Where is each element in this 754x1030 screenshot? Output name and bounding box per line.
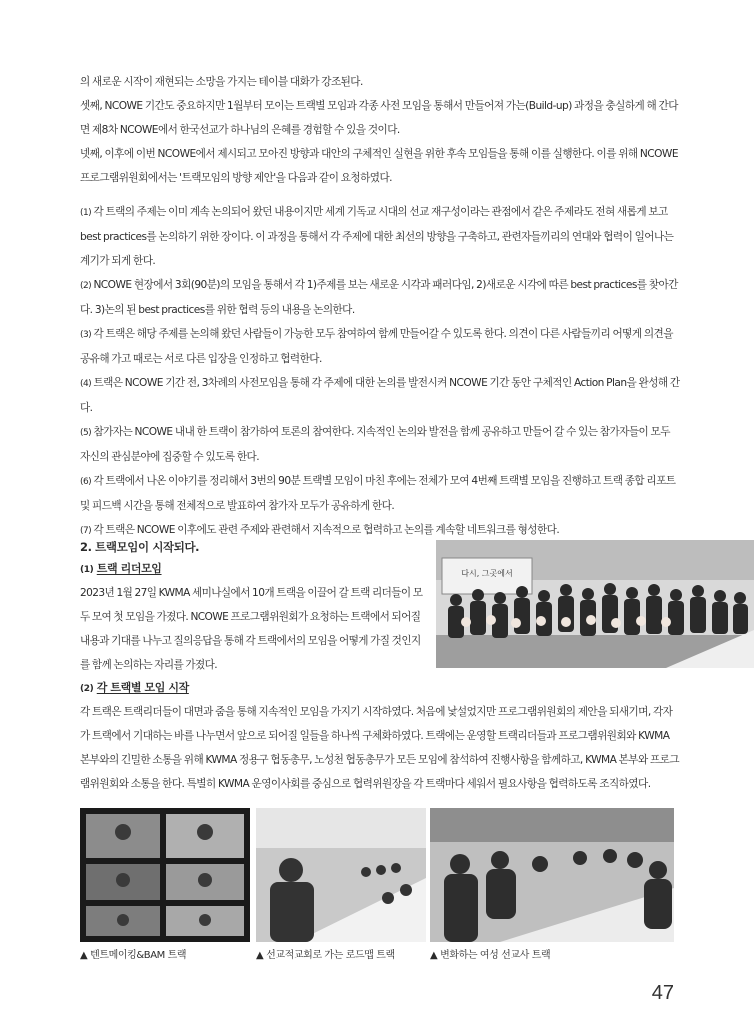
women-missionaries-photo [430,808,674,942]
list-item: (2) NCOWE 현장에서 3회(90분)의 모임을 통해서 각 1)주제를 보는 새로운 시각과 패러다임, 2)새로운 시각에 따른 best practices를 찾아간다. 3)논의 된 best practices를 위한 협력 등의 내용을 논의한다. [80,279,678,316]
subsection-body: 각 트랙은 트랙리더들이 대면과 줌을 통해 지속적인 모임을 가지기 시작하였다. 처음에 낯설었지만 프로그램위원회의 제안을 되새기며, 각자가 트랙에서 기대하는 바를 나누면서 앞으로 되어질 일들을 하나씩 구체화하였다. 트랙에는 운영할 트랙리더들과 프로그램위원회와 KWMA 본부와의 긴밀한 소통을 위해 KWMA 정용구 협동총무, 노성천 협동총무가 모든 모임에 참석하여 진행사항을 함께하고, KWMA 본부와 프로그램위원회와 소통을 한다. 특별히 KWMA 운영이사회를 중심으로 협력위원장을 각 트랙마다 세워서 필요사항을 협력하도록 조직하였다. [80,706,680,790]
section-heading: 2. 트랙모임이 시작되다. [80,540,200,554]
list-item: (5) 참가자는 NCOWE 내내 한 트랙이 참가하여 토론의 참여한다. 지속적인 논의와 발전을 함께 공유하고 만들어 갈 수 있는 참가자들이 모두 자신의 관심분야에 집중할 수 있도록 한다. [80,426,670,463]
photo-caption: ▲ 변화하는 여성 선교사 트랙 [430,950,551,961]
intro-paragraph: 넷째, 이후에 이번 NCOWE에서 제시되고 모아진 방향과 대안의 구체적인 실현을 위한 후속 모임들을 통해 이를 실행한다. 이를 위해 NCOWE 프로그램위원회에서는 '트랙모임의 방향 제안'을 다음과 같이 요청하였다. [80,148,678,184]
list-item: (3) 각 트랙은 해당 주제를 논의해 왔던 사람들이 가능한 모두 참여하여 함께 만들어갈 수 있도록 한다. 의견이 다른 사람들끼리 어떻게 의견을 공유해 가고 때로는 서로 다른 입장을 인정하고 협력한다. [80,328,673,365]
intro-paragraph: 셋째, NCOWE 기간도 중요하지만 1월부터 모이는 트랙별 모임과 각종 사전 모임을 통해서 만들어져 가는(Build-up) 과정을 충실하게 해 간다면 제8차 NCOWE에서 한국선교가 하나님의 은혜를 경험할 수 있을 것이다. [80,100,678,136]
subsection-heading: (2) 각 트랙별 모임 시작 [80,681,189,694]
page-number: 47 [651,982,674,1004]
list-item: (4) 트랙은 NCOWE 기간 전, 3차례의 사전모임을 통해 각 주제에 대한 논의를 발전시켜 NCOWE 기간 동안 구체적인 Action Plan을 완성해 간다. [80,377,680,414]
photo-caption: ▲ 선교적교회로 가는 로드맵 트랙 [256,950,395,961]
list-item: (7) 각 트랙은 NCOWE 이후에도 관련 주제와 관련해서 지속적으로 협력하고 논의를 계속할 네트워크를 형성한다. [80,524,560,536]
intro-paragraph: 의 새로운 시작이 재현되는 소망을 가지는 테이블 대화가 강조된다. [80,76,363,88]
list-item: (1) 각 트랙의 주제는 이미 계속 논의되어 왔던 내용이지만 세계 기독교 시대의 선교 재구성이라는 관점에서 같은 주제라도 전혀 새롭게 보고 best practices를 논의하기 위한 장이다. 이 과정을 통해서 각 주제에 대한 최선의 방향을 구축하고, 관련자들끼리의 연대와 협력이 일어나는 계기가 되게 한다. [80,206,674,267]
subsection-body: 2023년 1월 27일 KWMA 세미나실에서 10개 트랙을 이끌어 갈 트랙 리더들이 모두 모여 첫 모임을 가졌다. NCOWE 프로그램위원회가 요청하는 트랙에서 되어질 내용과 기대를 나누고 질의응답을 통해 각 트랙에서의 모임을 어떻게 가질 것인지를 함께 논의하는 자리를 가졌다. [80,587,423,671]
banner-text: 다시, 그곳에서 [461,569,513,578]
list-item: (6) 각 트랙에서 나온 이야기를 정리해서 3번의 90분 트랙별 모임이 마친 후에는 전체가 모여 4번째 트랙별 모임을 진행하고 트랙 종합 리포트 및 피드백 시간을 통해 전체적으로 발표하여 참가자 모두가 공유하게 한다. [80,475,676,512]
zoom-meeting-photo [80,808,250,942]
group-photo [436,540,754,668]
subsection-heading: (1) 트랙 리더모임 [80,562,162,575]
photo-caption: ▲ 텐트메이킹&BAM 트랙 [80,950,187,961]
proposal-list [80,200,680,543]
meeting-room-photo [256,808,426,942]
